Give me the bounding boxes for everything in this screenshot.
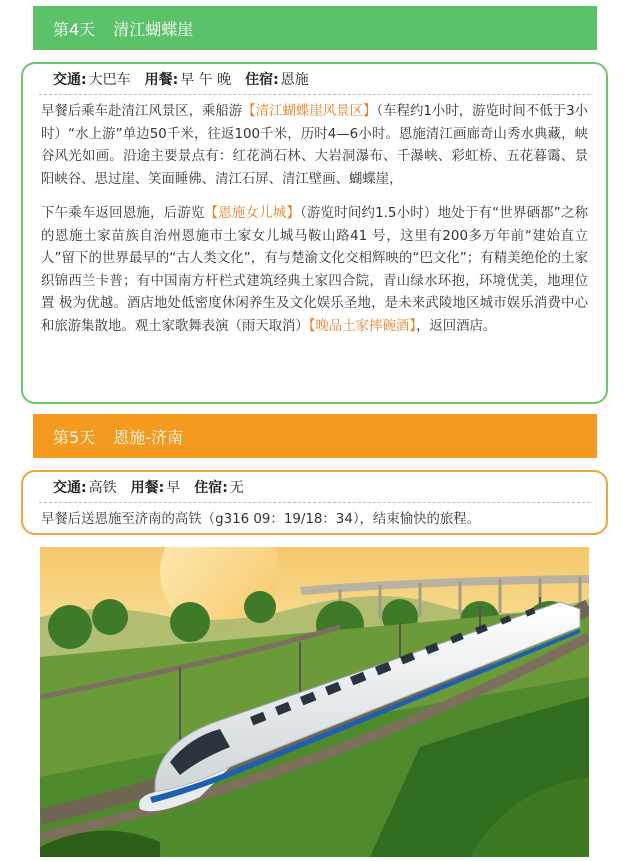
lodging-label: 住宿: xyxy=(194,480,228,496)
day4-p2-text-b: （游览时间约1.5小时）地处于有“世界硒都”之称的恩施土家苗族自治州恩施市土家女儿城马鞍山路41 号，这里有200多万年前“建始直立人”留下的世界最早的“古人类文化”，有与楚渝文化交相辉映的“巴文化”；有精美绝伦的土家织锦西兰卡普；有中国南方杆栏式建筑经典土家四合院，青山绿水环抱，环境优美，地理位置 极为优越。酒店地处低密度休闲养生及文化娱乐圣地，是未来武陵地区城市娱乐消费中心和旅游集散地。观土家歌舞表演（雨天取消） xyxy=(41,206,589,334)
transport-label: 交通: xyxy=(53,72,87,88)
bowl-wine-link: 【晚品土家摔碗酒】 xyxy=(308,318,416,334)
day4-number: 第4天 xyxy=(53,19,96,39)
day5-info-row xyxy=(39,472,590,503)
day4-p2-text-c: ，返回酒店。 xyxy=(415,318,497,334)
day4-afternoon-paragraph xyxy=(41,203,588,338)
transport-value: 大巴车 xyxy=(88,72,131,88)
high-speed-train-photo xyxy=(40,547,589,857)
qingjiang-butterfly-cliff-link: 【清江蝴蝶崖风景区】 xyxy=(242,104,377,119)
lodging-value: 无 xyxy=(229,480,244,496)
meals-value: 早 xyxy=(166,480,181,496)
day5-paragraph: 早餐后送恩施至济南的高铁（g316 09：19/18：34），结束愉快的旅程。 xyxy=(41,512,481,527)
day4-morning-paragraph xyxy=(41,101,588,191)
day5-title: 恩施-济南 xyxy=(113,427,183,447)
lodging-value: 恩施 xyxy=(280,72,309,88)
day4-title: 清江蝴蝶崖 xyxy=(113,19,194,39)
meals-value: 早 午 晚 xyxy=(180,72,232,88)
day4-p1-text-b: （车程约1小时，游览时间不低于3小时）“水上游”单边50千米，往返100千米，历时4—6小时。恩施清江画廊奇山秀水典藏，峡谷风光如画。沿途主要景点有：红花淌石林、大岩洞瀑布、千瀑峡、彩虹桥、五花暮霭、景阳峡谷、思过崖、笑面睡佛、清江石屏、清江壁画、蝴蝶崖， xyxy=(41,104,589,187)
transport-value: 高铁 xyxy=(88,480,117,496)
enshi-nuer-city-link: 【恩施女儿城】 xyxy=(204,206,301,221)
day4-info-row xyxy=(39,64,590,95)
meals-label: 用餐: xyxy=(144,72,179,88)
day5-number: 第5天 xyxy=(53,427,96,447)
day5-card xyxy=(21,470,608,535)
day4-p2-text-a: 下午乘车返回恩施，后游览 xyxy=(41,206,205,221)
transport-label: 交通: xyxy=(53,480,87,496)
train-illustration xyxy=(40,547,589,857)
lodging-label: 住宿: xyxy=(245,72,279,88)
day5-header xyxy=(33,414,597,458)
meals-label: 用餐: xyxy=(130,480,165,496)
day4-p1-text-a: 早餐后乘车赴清江风景区，乘船游 xyxy=(41,104,243,119)
day4-card xyxy=(21,62,608,404)
day4-header xyxy=(33,6,597,50)
